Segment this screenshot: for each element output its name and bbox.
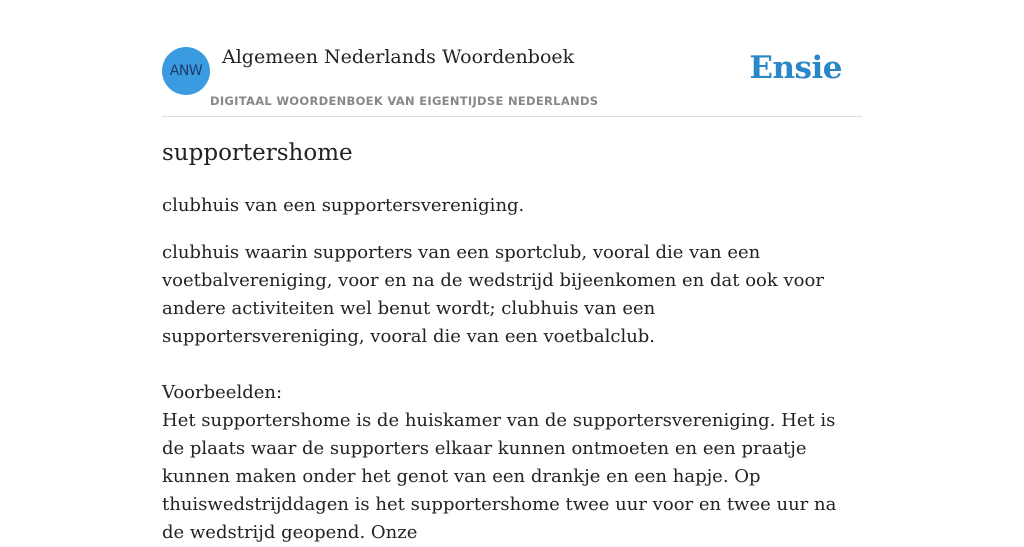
long-definition-block xyxy=(162,239,862,547)
site-subtitle: DIGITAAL WOORDENBOEK VAN EIGENTIJDSE NEDERLANDS xyxy=(210,94,599,108)
ensie-logo-link[interactable]: Ensie xyxy=(749,50,842,86)
site-title[interactable]: Algemeen Nederlands Woordenboek xyxy=(222,46,575,68)
short-definition: clubhuis van een supportersvereniging. xyxy=(162,195,525,216)
site-header xyxy=(162,0,862,117)
headword: supportershome xyxy=(162,140,353,166)
examples-label: Voorbeelden: xyxy=(162,382,283,403)
content-container xyxy=(162,0,862,543)
example-text: Het supportershome is de huiskamer van de supportersvereniging. Het is de plaats waar de supporters elkaar kunnen ontmoeten en een praatje kunnen maken onder het genot van een drankje en een hapje. Op thuiswedstrijddagen is het supportershome twee uur voor en twee uur na de wedstrijd geopend. Onze xyxy=(162,410,837,543)
spacer xyxy=(162,351,862,379)
long-definition: clubhuis waarin supporters van een sportclub, vooral die van een voetbalvereniging, voor en na de wedstrijd bijeenkomen en dat ook voor andere activiteiten wel benut wordt; clubhuis van een supportersvereniging, vooral die van een voetbalclub. xyxy=(162,242,824,347)
anw-logo[interactable]: ANW xyxy=(162,47,210,95)
